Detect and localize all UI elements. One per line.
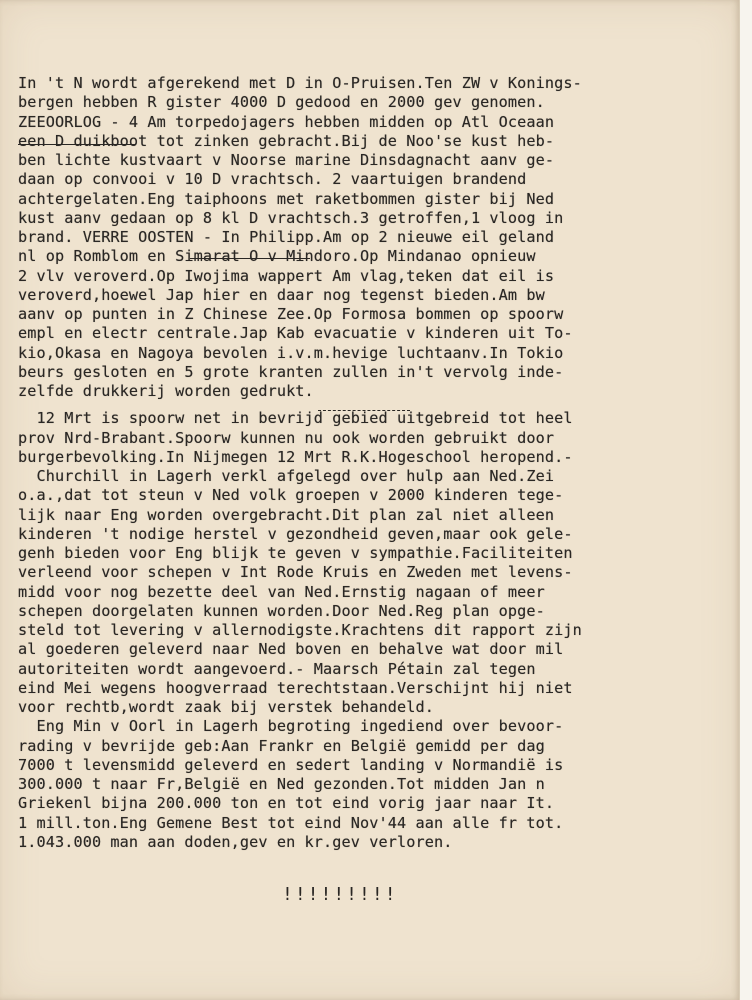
paragraph-gap — [18, 401, 734, 409]
text-line: zelfde drukkerij worden gedrukt. — [18, 382, 314, 400]
underline-gedrukt — [318, 410, 410, 411]
text-line: bergen hebben R gister 4000 D gedood en 2000 gev genomen. — [18, 93, 545, 112]
text-line: In 't N wordt afgerekend met D in O-Pruisen.Ten ZW v Konings- — [18, 74, 582, 92]
text-line: 300.000 t naar Fr,België en Ned gezonden.Tot midden Jan n — [18, 775, 545, 793]
closing-mark: !!!!!!!!! — [282, 884, 398, 905]
text-line: kust aanv gedaan op 8 kl D vrachtsch.3 getroffen,1 vloog in — [18, 208, 564, 227]
text-line: veroverd,hoewel Jap hier en daar nog tegenst bieden.Am bw — [18, 285, 545, 304]
text-line: nl op Romblom en Simarat O v Mindoro.Op Mindanao opnieuw — [18, 247, 536, 266]
text-line: o.a.,dat tot steun v Ned volk groepen v 2000 kinderen tege- — [18, 486, 564, 505]
text-line: midd voor nog bezette deel van Ned.Ernstig nagaan of meer — [18, 582, 545, 601]
text-line: 2 vlv veroverd.Op Iwojima wappert Am vlag,teken dat eil is — [18, 266, 555, 285]
paragraph-2 — [18, 409, 734, 852]
text-line: Griekenl bijna 200.000 ton en tot eind vorig jaar naar It. — [18, 794, 555, 813]
paragraph-1 — [18, 74, 734, 401]
text-line: steld tot levering v allernodigste.Krachtens dit rapport zijn — [18, 621, 582, 639]
text-line: verleend voor schepen v Int Rode Kruis en Zweden met levens- — [18, 563, 573, 582]
text-line: eind Mei wegens hoogverraad terechtstaan.Verschijnt hij niet — [18, 678, 573, 697]
text-line: een D duikboot tot zinken gebracht.Bij de Noo'se kust heb- — [18, 131, 555, 150]
text-line: kinderen 't nodige herstel v gezondheid geven,maar ook gele- — [18, 524, 573, 543]
text-line: prov Nrd-Brabant.Spoorw kunnen nu ook worden gebruikt door — [18, 428, 555, 447]
text-line: aanv op punten in Z Chinese Zee.Op Formosa bommen op spoorw — [18, 305, 564, 323]
text-line: beurs gesloten en 5 grote kranten zullen in't vervolg inde- — [18, 362, 564, 381]
text-line: 1 mill.ton.Eng Gemene Best tot eind Nov'44 aan alle fr tot. — [18, 813, 564, 832]
text-line: empl en electr centrale.Jap Kab evacuatie v kinderen uit To- — [18, 324, 573, 343]
text-line: Eng Min v Oorl in Lagerh begroting ingediend over bevoor- — [18, 717, 564, 736]
text-line: daan op convooi v 10 D vrachtsch. 2 vaartuigen brandend — [18, 170, 527, 189]
text-line: ZEEOORLOG - 4 Am torpedojagers hebben midden op Atl Oceaan — [18, 112, 555, 131]
paper-edge — [739, 0, 752, 1000]
text-line: 1.043.000 man aan doden,gev en kr.gev verloren. — [18, 832, 453, 851]
typed-bulletin — [18, 74, 734, 852]
underline-zeeoorlog — [18, 144, 136, 145]
text-line: genh bieden voor Eng blijk te geven v sympathie.Faciliteiten — [18, 544, 573, 562]
text-line: 7000 t levensmidd geleverd en sedert landing v Normandië is — [18, 755, 564, 774]
text-line: autoriteiten wordt aangevoerd.- Maarsch Pétain zal tegen — [18, 659, 536, 678]
text-line: voor rechtb,wordt zaak bij verstek behandeld. — [18, 698, 434, 716]
text-line: al goederen geleverd naar Ned boven en behalve wat door mil — [18, 640, 564, 659]
text-line: kio,Okasa en Nagoya bevolen i.v.m.hevige luchtaanv.In Tokio — [18, 343, 564, 362]
text-line: burgerbevolking.In Nijmegen 12 Mrt R.K.Hogeschool heropend.- — [18, 447, 573, 466]
text-line: achtergelaten.Eng taiphoons met raketbommen gister bij Ned — [18, 189, 555, 208]
text-line: brand. VERRE OOSTEN - In Philipp.Am op 2 nieuwe eil geland — [18, 228, 555, 246]
text-line: ben lichte kustvaart v Noorse marine Dinsdagnacht aanv ge- — [18, 151, 555, 169]
text-line: lijk naar Eng worden overgebracht.Dit plan zal niet alleen — [18, 505, 555, 524]
text-line: schepen doorgelaten kunnen worden.Door Ned.Reg plan opge- — [18, 601, 545, 620]
text-line: rading v bevrijde geb:Aan Frankr en België gemidd per dag — [18, 736, 545, 755]
underline-verre-oosten — [190, 258, 310, 259]
text-line: Churchill in Lagerh verkl afgelegd over hulp aan Ned.Zei — [18, 467, 555, 485]
text-line: 12 Mrt is spoorw net in bevrijd gebied uitgebreid tot heel — [18, 409, 573, 428]
